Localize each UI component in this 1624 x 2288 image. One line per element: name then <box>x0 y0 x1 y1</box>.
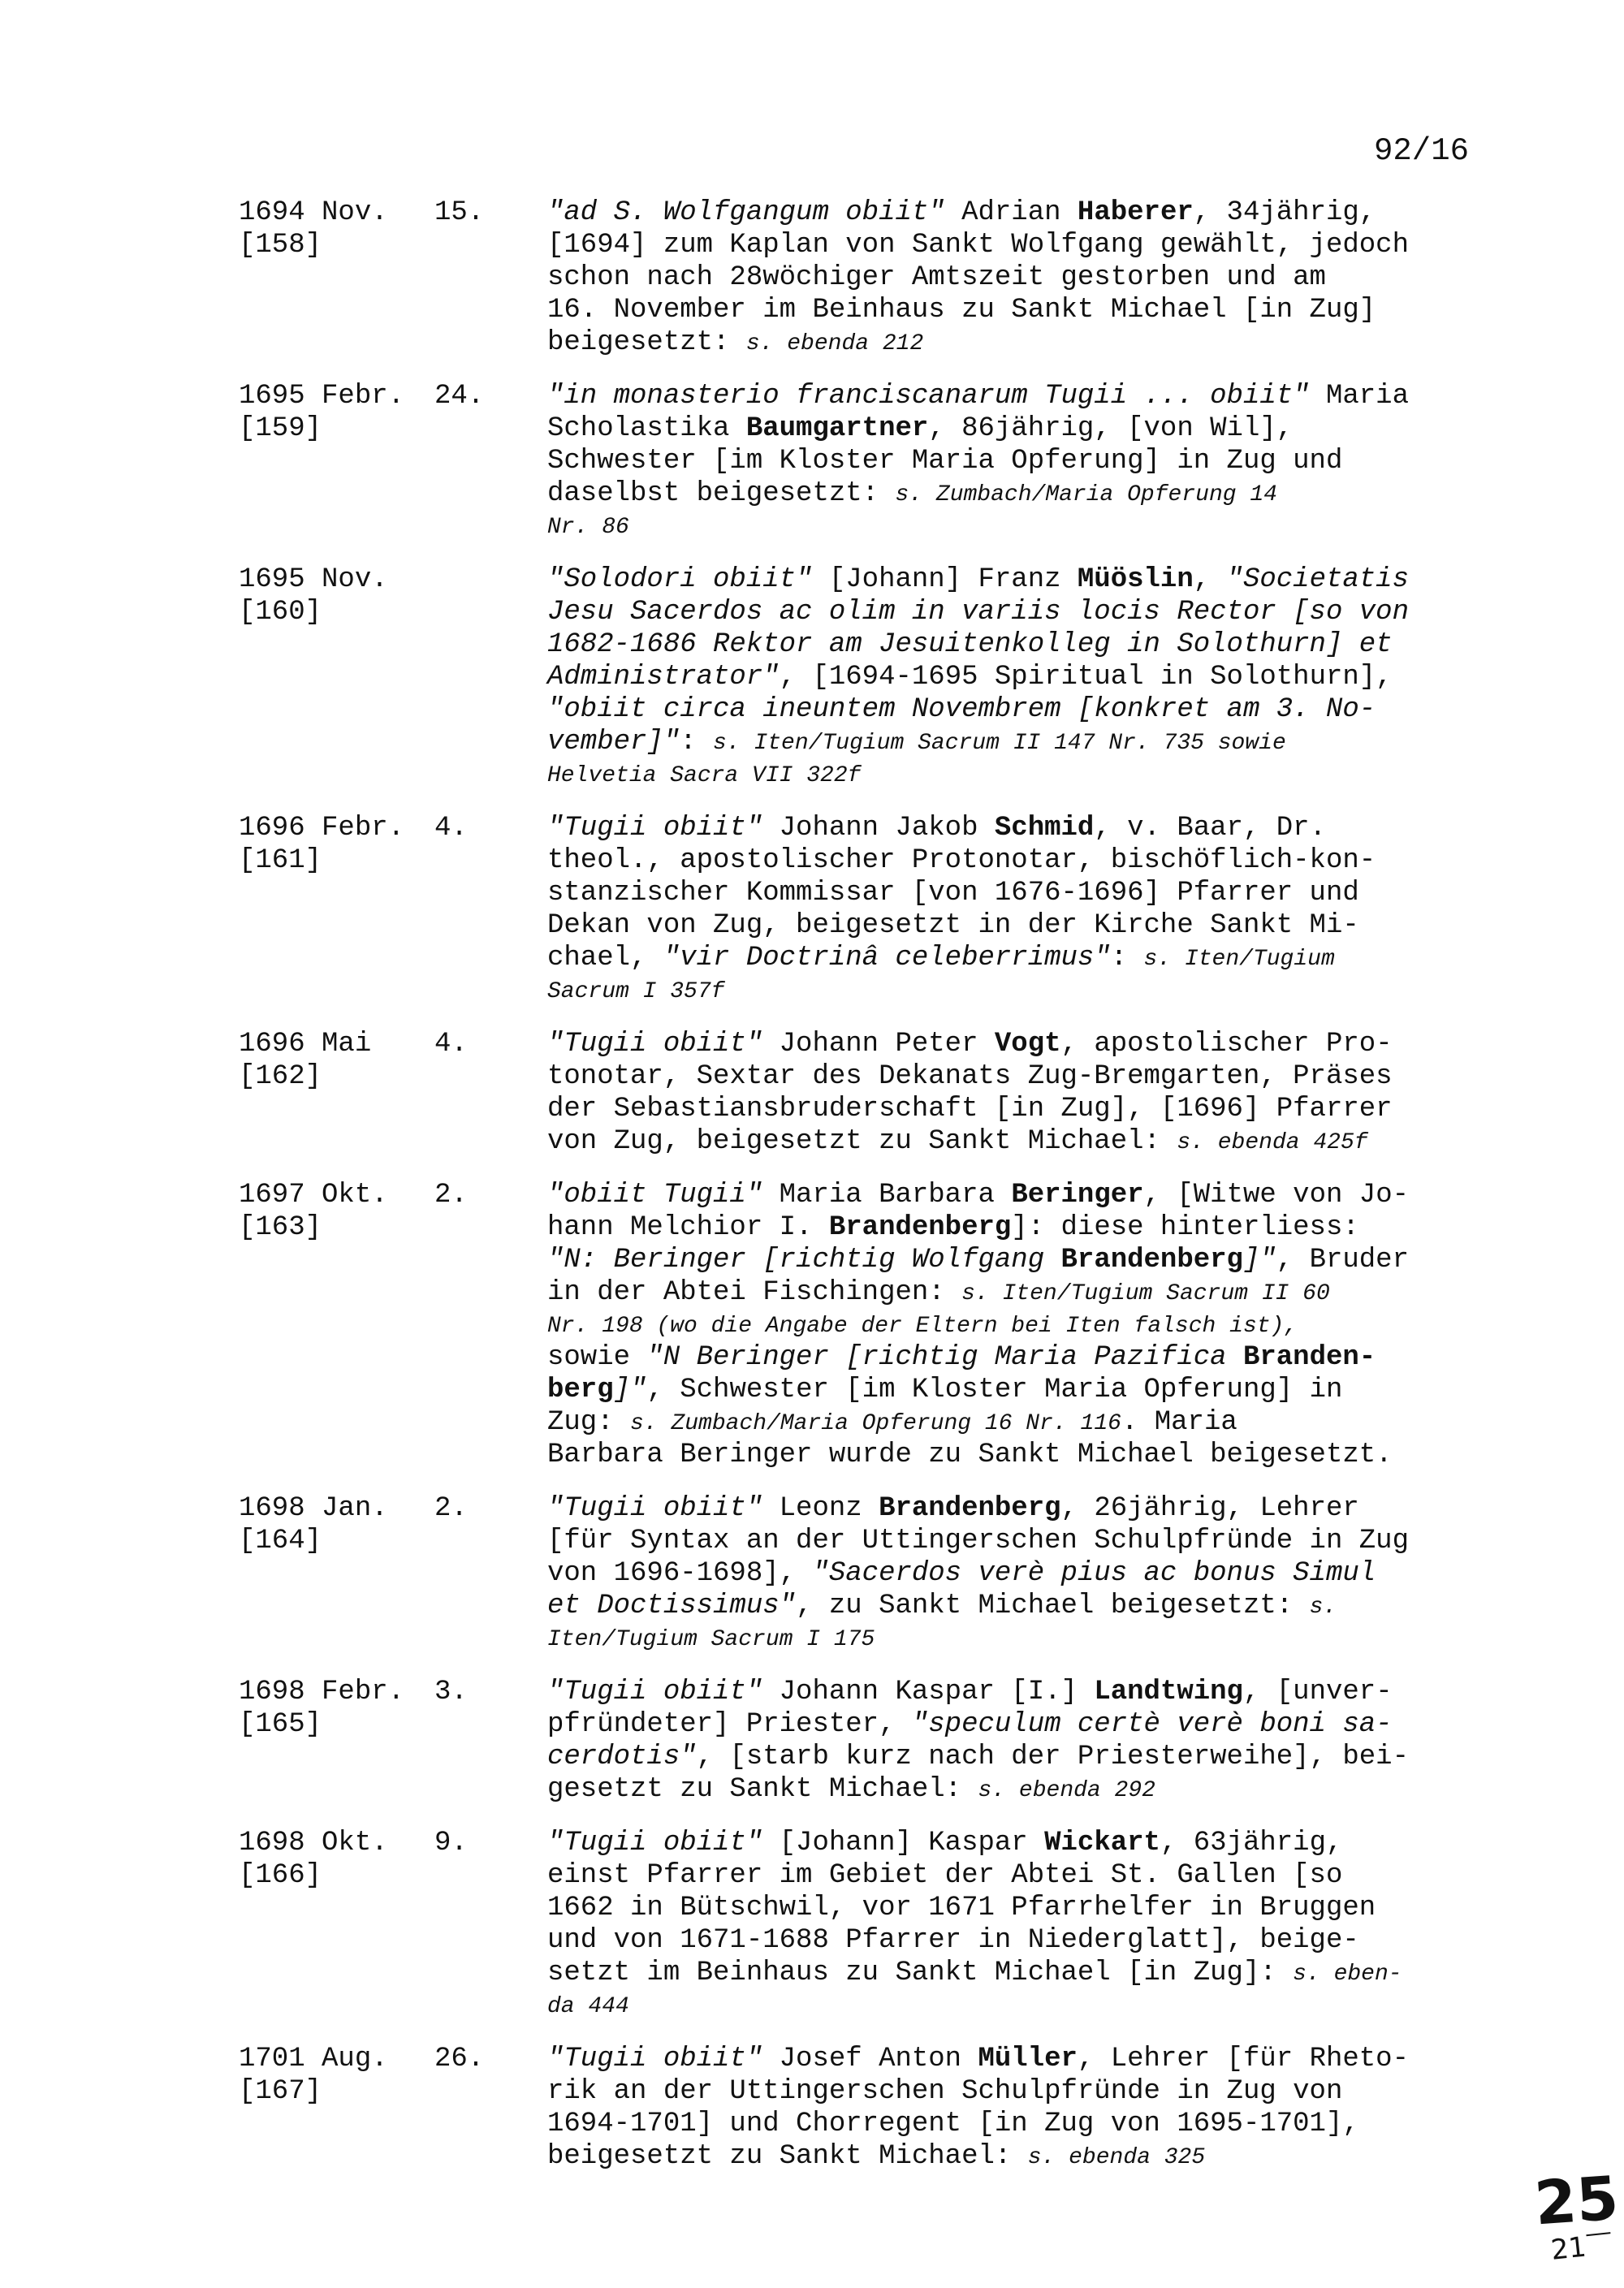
text-segment: Scholastika <box>547 413 746 444</box>
latin-quote: "Tugii obiit" <box>547 1493 763 1524</box>
entry-text-line <box>547 380 1473 412</box>
text-segment: beigesetzt zu Sankt Michael: <box>547 2141 1028 2172</box>
entry-text-line <box>547 1276 1473 1309</box>
latin-quote: ]" <box>613 1375 647 1405</box>
entry-text-line <box>547 1028 1473 1060</box>
latin-quote: 1682-1686 Rektor am Jesuitenkolleg in Solothurn] et <box>547 629 1393 660</box>
entry-date: 1701 Aug. <box>239 2044 388 2074</box>
entry-text-line <box>547 2108 1473 2140</box>
text-segment: , 86jährig, [von Wil], <box>928 413 1294 444</box>
text-segment: Schwester [im Kloster Maria Opferung] in Zug und <box>547 446 1343 477</box>
text-segment: sowie <box>547 1342 647 1373</box>
text-segment: Josef Anton <box>762 2044 978 2074</box>
entry-text-line <box>547 1827 1473 1859</box>
entry <box>0 563 1624 791</box>
entry-text-line <box>547 2140 1473 2173</box>
source-citation: s. Iten/Tugium <box>1143 947 1335 972</box>
text-segment: rik an der Uttingerschen Schulpfründe in Zug von <box>547 2076 1343 2107</box>
entry-text-line <box>547 1244 1473 1276</box>
text-segment: pfründeter] Priester, <box>547 1709 912 1740</box>
entry <box>0 1492 1624 1655</box>
latin-quote: "N Beringer [richtig Maria Pazifica <box>646 1342 1243 1373</box>
text-segment: , [starb kurz nach der Priesterweihe], bei- <box>696 1742 1409 1772</box>
entry-text-line <box>547 812 1473 844</box>
surname: Baumgartner <box>745 413 929 444</box>
text-segment: Johann Peter <box>762 1029 995 1060</box>
text-segment: 1694-1701] und Chorregent [in Zug von 1695-1701], <box>547 2109 1359 2139</box>
source-citation: Sacrum I 357f <box>547 979 725 1004</box>
surname: Branden- <box>1242 1342 1376 1373</box>
entry-date: 1698 Jan. <box>239 1493 388 1524</box>
text-segment: . Maria <box>1121 1407 1237 1438</box>
latin-quote: Jesu Sacerdos ac olim in variis locis Rector [so von <box>547 597 1409 628</box>
entry-text-line <box>547 1557 1473 1590</box>
latin-quote: "Tugii obiit" <box>547 813 763 844</box>
entry-day: 9. <box>434 1828 468 1858</box>
latin-quote: "Tugii obiit" <box>547 1828 763 1858</box>
entry-text-line <box>547 726 1473 758</box>
text-segment: , 26jährig, Lehrer <box>1060 1493 1359 1524</box>
entry <box>0 1827 1624 2022</box>
entry-text-line <box>547 1989 1473 2022</box>
latin-quote: et Doctissimus" <box>547 1591 797 1621</box>
entry-date: 1694 Nov. <box>239 197 388 228</box>
source-citation: Iten/Tugium Sacrum I 175 <box>547 1627 875 1652</box>
entry-text-line <box>547 2075 1473 2108</box>
entry-day: 2. <box>434 1180 468 1211</box>
source-citation: s. ebenda 292 <box>978 1778 1155 1803</box>
text-segment: hann Melchior I. <box>547 1212 829 1243</box>
text-segment: , Schwester [im Kloster Maria Opferung] in <box>646 1375 1343 1405</box>
entry-text-line <box>547 1708 1473 1741</box>
entry-text <box>547 1827 1473 2022</box>
text-segment: , 63jährig, <box>1160 1828 1343 1858</box>
entry-text-line <box>547 1439 1473 1471</box>
entry-text-line <box>547 596 1473 628</box>
text-segment: und von 1671-1688 Pfarrer in Niederglatt], beige- <box>547 1925 1359 1956</box>
entry-day: 15. <box>434 197 485 228</box>
entry-text-line <box>547 510 1473 542</box>
text-segment: [für Syntax an der Uttingerschen Schulpfründe in Zug <box>547 1526 1409 1556</box>
entry-text-line <box>547 196 1473 229</box>
entry-text-line <box>547 1492 1473 1525</box>
text-segment: Dekan von Zug, beigesetzt in der Kirche Sankt Mi- <box>547 910 1359 941</box>
text-segment: , zu Sankt Michael beigesetzt: <box>796 1591 1310 1621</box>
text-segment: schon nach 28wöchiger Amtszeit gestorben und am <box>547 262 1326 293</box>
entry-text-line <box>547 1309 1473 1341</box>
text-segment: ]: diese hinterliess: <box>1011 1212 1359 1243</box>
entry-text-line <box>547 1179 1473 1211</box>
entry-date: 1698 Febr. <box>239 1677 405 1707</box>
latin-quote: "N: Beringer [richtig Wolfgang <box>547 1245 1061 1276</box>
text-segment: von 1696-1698], <box>547 1558 813 1589</box>
surname: Müller <box>978 2044 1078 2074</box>
entry <box>0 196 1624 359</box>
latin-quote: "in monasterio franciscanarum Tugii ... obiit" <box>547 381 1310 412</box>
surname: Wickart <box>1044 1828 1160 1858</box>
entry-reference-number: [162] <box>239 1061 322 1092</box>
entry <box>0 1676 1624 1806</box>
surname: Beringer <box>1011 1180 1144 1211</box>
entry-reference-number: [163] <box>239 1212 322 1243</box>
entry-date: 1698 Okt. <box>239 1828 388 1858</box>
text-segment: , apostolischer Pro- <box>1060 1029 1393 1060</box>
entry-text-line <box>547 229 1473 261</box>
text-segment: , v. Baar, Dr. <box>1094 813 1326 844</box>
entry-text-line <box>547 1924 1473 1957</box>
text-segment: chael, <box>547 943 663 973</box>
text-segment: daselbst beigesetzt: <box>547 478 896 509</box>
source-citation: s. ebenda 425f <box>1177 1130 1368 1155</box>
entry-text-line <box>547 294 1473 326</box>
entry-text-line <box>547 661 1473 693</box>
source-citation: s. eben- <box>1293 1962 1402 1987</box>
text-segment: 1662 in Bütschwil, vor 1671 Pfarrhelfer in Bruggen <box>547 1893 1376 1923</box>
text-segment: von Zug, beigesetzt zu Sankt Michael: <box>547 1126 1177 1157</box>
text-segment: Barbara Beringer wurde zu Sankt Michael beigesetzt. <box>547 1440 1393 1470</box>
text-segment: tonotar, Sextar des Dekanats Zug-Bremgarten, Präses <box>547 1061 1393 1092</box>
entry-reference-number: [167] <box>239 2076 322 2107</box>
entry <box>0 2043 1624 2173</box>
latin-quote: "Tugii obiit" <box>547 1677 763 1707</box>
surname: Müöslin <box>1077 564 1194 595</box>
entry-reference-number: [166] <box>239 1860 322 1891</box>
text-segment: [Johann] Franz <box>812 564 1078 595</box>
entry-day: 4. <box>434 1029 468 1060</box>
entry-text-line <box>547 628 1473 661</box>
entry-date: 1695 Nov. <box>239 564 388 595</box>
entry <box>0 1179 1624 1471</box>
entry-reference-number: [165] <box>239 1709 322 1740</box>
entry-text-line <box>547 909 1473 942</box>
entry-text-line <box>547 1341 1473 1374</box>
latin-quote: Administrator" <box>547 662 780 693</box>
entry-date: 1696 Mai <box>239 1029 372 1060</box>
entry-text-line <box>547 1590 1473 1622</box>
entry-day: 2. <box>434 1493 468 1524</box>
source-citation: s. Iten/Tugium Sacrum II 147 Nr. 735 sowie <box>713 731 1286 756</box>
entry-text-line <box>547 326 1473 359</box>
text-segment: , [1694-1695 Spiritual in Solothurn], <box>779 662 1393 693</box>
entry-text-line <box>547 1741 1473 1773</box>
latin-quote: "Tugii obiit" <box>547 1029 763 1060</box>
latin-quote: "ad S. Wolfgangum obiit" <box>547 197 945 228</box>
entry-text-line <box>547 942 1473 974</box>
text-segment: 16. November im Beinhaus zu Sankt Michael [in Zug] <box>547 295 1376 326</box>
entry-reference-number: [161] <box>239 845 322 876</box>
text-segment: stanzischer Kommissar [von 1676-1696] Pfarrer und <box>547 878 1359 909</box>
text-segment: in der Abtei Fischingen: <box>547 1277 962 1308</box>
entry-text <box>547 196 1473 359</box>
surname: Brandenberg <box>828 1212 1012 1243</box>
latin-quote: "Tugii obiit" <box>547 2044 763 2074</box>
source-citation: s. Iten/Tugium Sacrum II 60 <box>961 1281 1330 1306</box>
entry-text-line <box>547 1060 1473 1093</box>
latin-quote: "vir Doctrinâ celeberrimus" <box>663 943 1111 973</box>
text-segment: der Sebastiansbruderschaft [in Zug], [1696] Pfarrer <box>547 1094 1393 1125</box>
text-segment: setzt im Beinhaus zu Sankt Michael [in Zug]: <box>547 1958 1294 1988</box>
source-citation: Helvetia Sacra VII 322f <box>547 763 862 788</box>
surname: Landtwing <box>1094 1677 1243 1707</box>
entry-day: 26. <box>434 2044 485 2074</box>
entry-text-line <box>547 1957 1473 1989</box>
entry-date: 1697 Okt. <box>239 1180 388 1211</box>
entry-text <box>547 812 1473 1007</box>
entry-text <box>547 1676 1473 1806</box>
entry-day: 24. <box>434 381 485 412</box>
text-segment: , Bruder <box>1276 1245 1409 1276</box>
surname: Haberer <box>1077 197 1194 228</box>
latin-quote: "obiit circa ineuntem Novembrem [konkret am 3. No- <box>547 694 1376 725</box>
entry-text <box>547 563 1473 791</box>
source-citation: s. Zumbach/Maria Opferung 16 Nr. 116 <box>630 1411 1121 1436</box>
page-number: 92/16 <box>1374 133 1470 169</box>
entry-text-line <box>547 1406 1473 1439</box>
text-segment: [Johann] Kaspar <box>762 1828 1045 1858</box>
source-citation: s. ebenda 212 <box>745 331 924 356</box>
entry-text-line <box>547 844 1473 877</box>
entry-text-line <box>547 445 1473 477</box>
text-segment: einst Pfarrer im Gebiet der Abtei St. Gallen [so <box>547 1860 1343 1891</box>
entry-text-line <box>547 563 1473 596</box>
latin-quote: "Societatis <box>1226 564 1409 595</box>
text-segment: Leonz <box>762 1493 879 1524</box>
entry-text <box>547 1179 1473 1471</box>
entry <box>0 1028 1624 1158</box>
entry-day: 3. <box>434 1677 468 1707</box>
surname: berg <box>547 1375 614 1405</box>
entry-text <box>547 1028 1473 1158</box>
entry <box>0 380 1624 542</box>
surname: Vogt <box>994 1029 1061 1060</box>
text-segment: theol., apostolischer Protonotar, bischöflich-kon- <box>547 845 1376 876</box>
entry-list <box>0 196 1624 2194</box>
surname: Brandenberg <box>1060 1245 1243 1276</box>
entry-text-line <box>547 2043 1473 2075</box>
surname: Schmid <box>994 813 1095 844</box>
text-segment: Johann Jakob <box>762 813 995 844</box>
entry-text-line <box>547 1125 1473 1158</box>
entry-text-line <box>547 877 1473 909</box>
handwritten-folio-number: 25 <box>1532 2163 1621 2239</box>
text-segment: Johann Kaspar [I.] <box>762 1677 1095 1707</box>
surname: Brandenberg <box>879 1493 1061 1524</box>
text-segment: , [Witwe von Jo- <box>1143 1180 1409 1211</box>
entry-text-line <box>547 1859 1473 1892</box>
entry-text-line <box>547 1525 1473 1557</box>
handwritten-note <box>1549 2228 1613 2267</box>
text-segment: : <box>680 727 714 758</box>
text-segment: , [unver- <box>1242 1677 1393 1707</box>
text-segment: Adrian <box>944 197 1078 228</box>
text-segment: , 34jährig, <box>1193 197 1376 228</box>
entry-text-line <box>547 1892 1473 1924</box>
entry-text-line <box>547 1093 1473 1125</box>
text-segment: Zug: <box>547 1407 631 1438</box>
entry-reference-number: [159] <box>239 413 322 444</box>
entry-text <box>547 380 1473 542</box>
latin-quote: cerdotis" <box>547 1742 697 1772</box>
entry-text-line <box>547 412 1473 445</box>
text-segment: : <box>1110 943 1144 973</box>
latin-quote: ]" <box>1242 1245 1276 1276</box>
entry-text-line <box>547 1773 1473 1806</box>
latin-quote: "Sacerdos verè pius ac bonus Simul <box>812 1558 1376 1589</box>
latin-quote: "speculum certè verè boni sa- <box>911 1709 1393 1740</box>
source-citation: Nr. 86 <box>547 515 629 540</box>
source-citation: s. <box>1309 1595 1337 1620</box>
entry-date: 1696 Febr. <box>239 813 405 844</box>
handwritten-dash <box>1587 2232 1611 2236</box>
entry-reference-number: [160] <box>239 597 322 628</box>
entry-text-line <box>547 477 1473 510</box>
entry-text-line <box>547 1374 1473 1406</box>
entry-reference-number: [158] <box>239 230 322 261</box>
entry-reference-number: [164] <box>239 1526 322 1556</box>
entry <box>0 812 1624 1007</box>
entry-text <box>547 2043 1473 2173</box>
source-citation: s. Zumbach/Maria Opferung 14 <box>895 482 1277 507</box>
source-citation: s. ebenda 325 <box>1027 2145 1206 2170</box>
text-segment: gesetzt zu Sankt Michael: <box>547 1774 978 1805</box>
text-segment: [1694] zum Kaplan von Sankt Wolfgang gewählt, jedoch <box>547 230 1409 261</box>
entry-text-line <box>547 758 1473 791</box>
latin-quote: "Solodori obiit" <box>547 564 813 595</box>
latin-quote: vember]" <box>547 727 680 758</box>
entry-text-line <box>547 1622 1473 1655</box>
entry-text-line <box>547 1211 1473 1244</box>
source-citation: da 444 <box>547 1994 629 2019</box>
entry-text-line <box>547 261 1473 294</box>
text-segment: beigesetzt: <box>547 327 746 358</box>
entry-text <box>547 1492 1473 1655</box>
source-citation: Nr. 198 (wo die Angabe der Eltern bei Iten falsch ist), <box>547 1314 1298 1339</box>
entry-day: 4. <box>434 813 468 844</box>
entry-text-line <box>547 693 1473 726</box>
entry-date: 1695 Febr. <box>239 381 405 412</box>
text-segment: , Lehrer [für Rheto- <box>1077 2044 1409 2074</box>
latin-quote: "obiit Tugii" <box>547 1180 763 1211</box>
handwritten-note-text: 21 <box>1549 2230 1588 2267</box>
text-segment: Maria Barbara <box>762 1180 1012 1211</box>
text-segment: Maria <box>1309 381 1409 412</box>
entry-text-line <box>547 1676 1473 1708</box>
entry-text-line <box>547 974 1473 1007</box>
text-segment: , <box>1193 564 1227 595</box>
